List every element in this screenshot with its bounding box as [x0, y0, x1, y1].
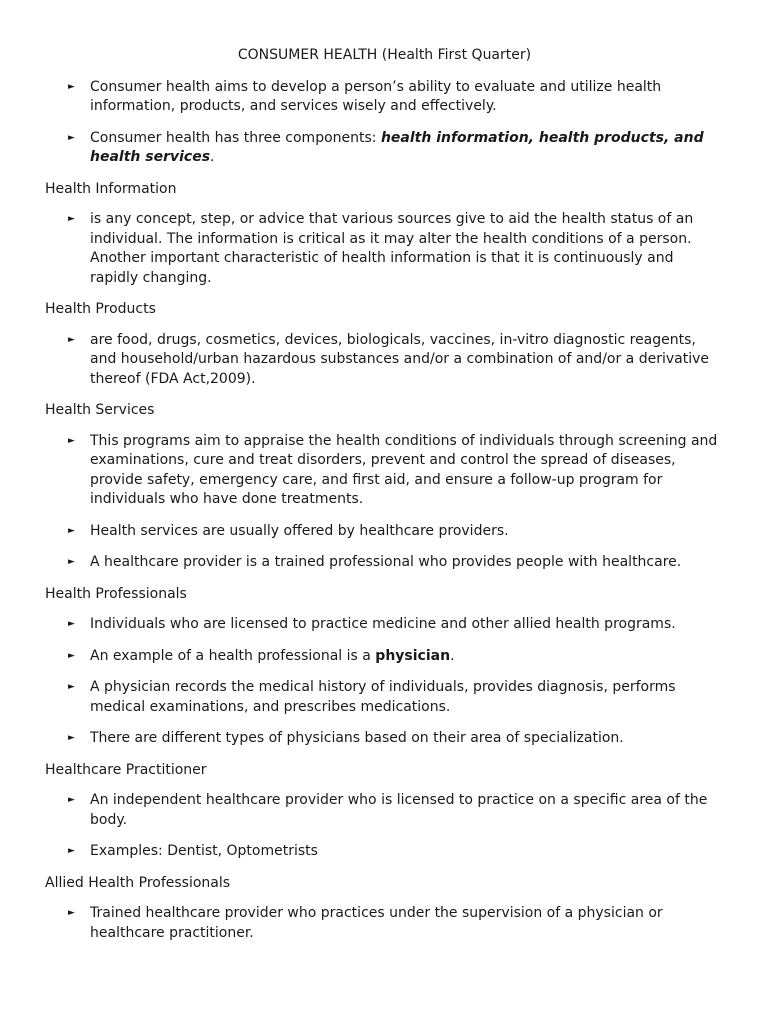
- list-item-text: This programs aim to appraise the health conditions of individuals through screening and examinations, cure and treat disorders, prevent and control the spread of diseases, provide safety, emergency care, and first aid, and ensure a follow-up program for individuals who have done treatments.: [90, 432, 718, 507]
- list-item-text: are food, drugs, cosmetics, devices, biologicals, vaccines, in-vitro diagnostic reagents, and household/urban hazardous substances and/or a combination of and/or a derivative thereof (FDA Act,2009).: [90, 331, 710, 387]
- list-item-text: Health services are usually offered by healthcare providers.: [90, 522, 509, 539]
- list-item: [45, 791, 724, 830]
- bullet-arrow-icon: ►: [68, 557, 75, 567]
- bullet-arrow-icon: ►: [68, 334, 75, 345]
- list-item-text-end: .: [210, 149, 215, 165]
- list-item-text: A physician records the medical history of individuals, provides diagnosis, performs medical examinations, and prescribes medications.: [90, 679, 676, 715]
- list-item: [45, 210, 724, 288]
- list-item-text-end: .: [450, 647, 455, 664]
- section-heading-health-products: Health Products: [45, 301, 156, 317]
- physician-emphasis: physician: [375, 647, 451, 664]
- document-title: CONSUMER HEALTH (Health First Quarter): [237, 47, 532, 63]
- section-heading-allied-health-professionals: Allied Health Professionals: [45, 874, 231, 891]
- section-heading-health-services: Health Services: [45, 402, 155, 418]
- health-professionals-list: [45, 615, 724, 749]
- bullet-arrow-icon: ►: [68, 619, 75, 629]
- list-item: [45, 904, 724, 943]
- list-item-text: There are different types of physicians based on their area of specialization.: [90, 730, 624, 746]
- list-item-text: Consumer health has three components:: [90, 129, 381, 146]
- section-heading-healthcare-practitioner: Healthcare Practitioner: [45, 761, 207, 778]
- components-emphasis: health information, health products, and health services: [90, 129, 704, 165]
- intro-list: [45, 78, 724, 168]
- list-item: [45, 729, 724, 749]
- bullet-arrow-icon: ►: [68, 435, 75, 446]
- list-item: [45, 129, 724, 168]
- health-products-list: [45, 331, 724, 390]
- bullet-arrow-icon: ►: [68, 846, 75, 856]
- health-information-list: [45, 210, 724, 288]
- health-services-list: [45, 432, 724, 573]
- list-item-text: Trained healthcare provider who practices under the supervision of a physician or healthcare practitioner.: [90, 905, 663, 941]
- list-item-text: An example of a health professional is a: [90, 647, 376, 664]
- bullet-arrow-icon: ►: [68, 733, 75, 743]
- bullet-arrow-icon: ►: [68, 81, 75, 92]
- list-item-text: A healthcare provider is a trained professional who provides people with healthcare.: [90, 554, 682, 570]
- bullet-arrow-icon: ►: [68, 650, 75, 661]
- bullet-arrow-icon: ►: [68, 682, 75, 692]
- bullet-arrow-icon: ►: [68, 795, 75, 805]
- bullet-arrow-icon: ►: [68, 132, 75, 143]
- bullet-arrow-icon: ►: [68, 908, 75, 918]
- list-item: [45, 615, 724, 635]
- section-heading-health-professionals: Health Professionals: [45, 585, 187, 602]
- list-item-text: is any concept, step, or advice that various sources give to aid the health status of an individual. The information is critical as it may alter the health conditions of a person. Another important characteristic of health information is that it is continuously and rapidly changing.: [90, 211, 694, 286]
- list-item: [45, 647, 724, 667]
- list-item: [45, 522, 724, 542]
- list-item: [45, 331, 724, 390]
- list-item-text: An independent healthcare provider who is licensed to practice on a specific area of the body.: [90, 792, 708, 828]
- bullet-arrow-icon: ►: [68, 525, 75, 536]
- list-item: [45, 842, 724, 862]
- list-item: [45, 678, 724, 717]
- list-item-text: Examples: Dentist, Optometrists: [90, 843, 318, 859]
- list-item-text: Individuals who are licensed to practice medicine and other allied health programs.: [90, 616, 676, 632]
- list-item: [45, 432, 724, 510]
- allied-health-professionals-list: [45, 904, 724, 943]
- section-heading-health-information: Health Information: [45, 180, 177, 197]
- list-item: [45, 553, 724, 573]
- bullet-arrow-icon: ►: [68, 214, 75, 224]
- list-item: [45, 78, 724, 117]
- list-item-text: Consumer health aims to develop a person’s ability to evaluate and utilize health information, products, and services wisely and effectively.: [90, 78, 662, 114]
- healthcare-practitioner-list: [45, 791, 724, 862]
